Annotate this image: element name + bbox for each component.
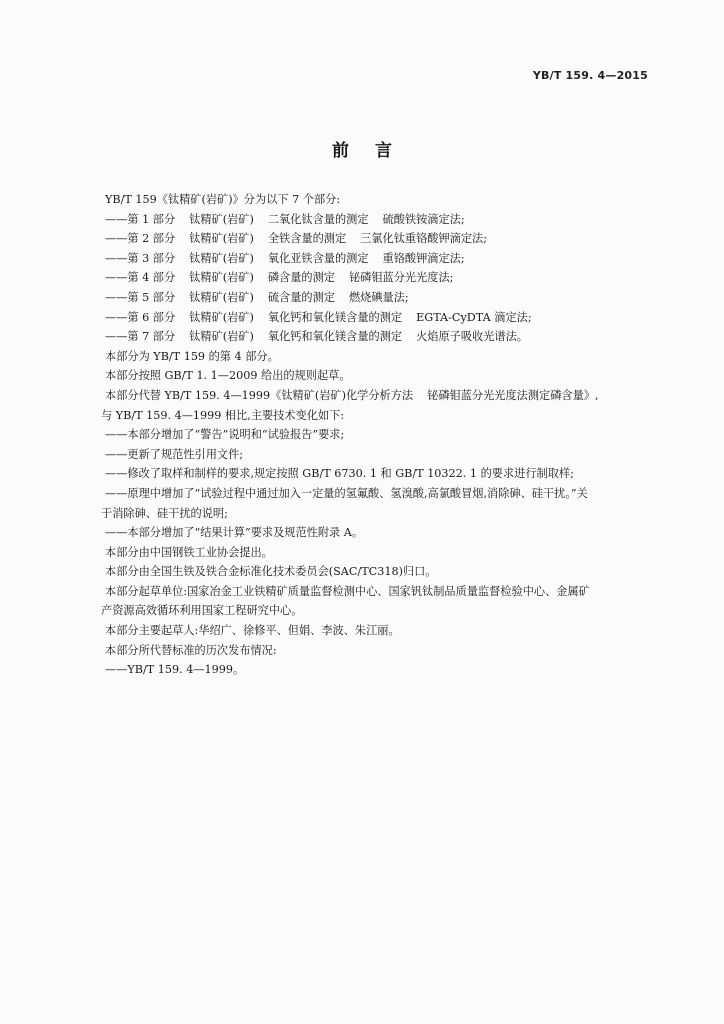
text-segment: 钛精矿(岩矿)	[189, 330, 254, 344]
text-segment: 氧化钙和氧化镁含量的测定	[267, 310, 403, 324]
text-line	[101, 210, 661, 230]
text-segment: 氧化钙和氧化镁含量的测定	[267, 330, 403, 344]
text-segment: ——第 5 部分	[105, 290, 176, 304]
text-segment: ——本部分增加了“结果计算”要求及规范性附录 A。	[105, 526, 364, 540]
text-segment: 火焰原子吸收光谱法。	[416, 330, 528, 344]
text-segment: ——第 6 部分	[105, 310, 176, 324]
text-segment: 本部分代替 YB/T 159. 4—1999《钛精矿(岩矿)化学分析方法	[105, 388, 414, 402]
text-segment: 于消除砷、硅干扰的说明;	[101, 506, 228, 520]
text-segment: 硫含量的测定	[267, 290, 335, 304]
text-line	[101, 229, 661, 249]
text-line	[101, 366, 661, 386]
text-segment: 本部分按照 GB/T 1. 1—2009 给出的规则起草。	[105, 369, 351, 383]
text-segment: ——原理中增加了“试验过程中通过加入一定量的氢氟酸、氢溴酸,高氯酸冒烟,消除砷、硅干扰。”关	[105, 486, 588, 500]
text-segment: 钛精矿(岩矿)	[189, 212, 254, 226]
text-line	[101, 288, 661, 308]
text-line	[101, 543, 661, 563]
text-line	[101, 308, 661, 328]
text-line	[101, 347, 661, 367]
text-segment: 磷含量的测定	[267, 271, 335, 285]
text-segment: 全铁含量的测定	[267, 232, 347, 246]
text-segment: 钛精矿(岩矿)	[189, 232, 254, 246]
text-segment: EGTA-CyDTA 滴定法;	[416, 310, 532, 324]
text-line	[101, 268, 661, 288]
text-line	[101, 641, 661, 661]
text-segment: 本部分主要起草人:华绍广、徐修平、但娟、李波、朱江丽。	[105, 624, 400, 638]
text-segment: ——第 4 部分	[105, 271, 176, 285]
text-segment: ——YB/T 159. 4—1999。	[105, 663, 245, 677]
text-segment: ——本部分增加了“警告”说明和“试验报告”要求;	[105, 428, 345, 442]
text-segment: 钛精矿(岩矿)	[189, 251, 254, 265]
text-segment: 本部分为 YB/T 159 的第 4 部分。	[105, 349, 279, 363]
text-segment: 产资源高效循环利用国家工程研究中心。	[101, 604, 303, 618]
text-line	[101, 484, 661, 504]
text-segment: YB/T 159《钛精矿(岩矿)》分为以下 7 个部分:	[105, 193, 341, 206]
foreword-body	[101, 190, 661, 680]
document-code: YB/T 159. 4—2015	[532, 69, 648, 82]
text-segment: 氧化亚铁含量的测定	[267, 251, 369, 265]
text-line	[101, 386, 661, 406]
text-segment: 二氧化钛含量的测定	[267, 212, 369, 226]
text-segment: 钛精矿(岩矿)	[189, 290, 254, 304]
text-segment: 钛精矿(岩矿)	[189, 271, 254, 285]
text-line	[97, 406, 661, 426]
text-line	[101, 445, 661, 465]
text-segment: 三氯化钛重铬酸钾滴定法;	[360, 232, 488, 246]
text-line	[101, 582, 661, 602]
text-segment: 本部分起草单位:国家冶金工业铁精矿质量监督检测中心、国家钒钛制品质量监督检验中心、金属矿	[105, 584, 590, 598]
text-segment: 铋磷钼蓝分光光度法测定磷含量》,	[427, 388, 599, 402]
text-segment: ——第 2 部分	[105, 232, 176, 246]
text-segment: 燃烧碘量法;	[348, 290, 409, 304]
text-segment: 铋磷钼蓝分光光度法;	[348, 271, 454, 285]
text-segment: 硫酸铁铵滴定法;	[382, 212, 465, 226]
text-line	[101, 660, 661, 680]
text-line	[101, 327, 661, 347]
text-segment: 本部分所代替标准的历次发布情况:	[105, 643, 277, 657]
text-segment: ——更新了规范性引用文件;	[105, 447, 244, 461]
text-segment: 重铬酸钾滴定法;	[382, 251, 465, 265]
text-line	[97, 601, 661, 621]
text-segment: 本部分由中国钢铁工业协会提出。	[105, 545, 273, 559]
text-line	[101, 464, 661, 484]
text-line	[97, 504, 661, 524]
text-line	[101, 621, 661, 641]
text-segment: ——第 7 部分	[105, 330, 176, 344]
text-line	[101, 425, 661, 445]
text-line	[101, 523, 661, 543]
text-segment: 与 YB/T 159. 4—1999 相比,主要技术变化如下:	[101, 408, 345, 422]
page-title: 前言	[332, 141, 418, 161]
text-segment: ——修改了取样和制样的要求,规定按照 GB/T 6730. 1 和 GB/T 10322. 1 的要求进行制取样;	[105, 467, 574, 481]
text-segment: 本部分由全国生铁及铁合金标准化技术委员会(SAC/TC318)归口。	[105, 565, 437, 579]
text-segment: 钛精矿(岩矿)	[189, 310, 254, 324]
text-line	[101, 562, 661, 582]
text-segment: ——第 3 部分	[105, 251, 176, 265]
text-line	[101, 190, 661, 210]
text-segment: ——第 1 部分	[105, 212, 176, 226]
text-line	[101, 249, 661, 269]
